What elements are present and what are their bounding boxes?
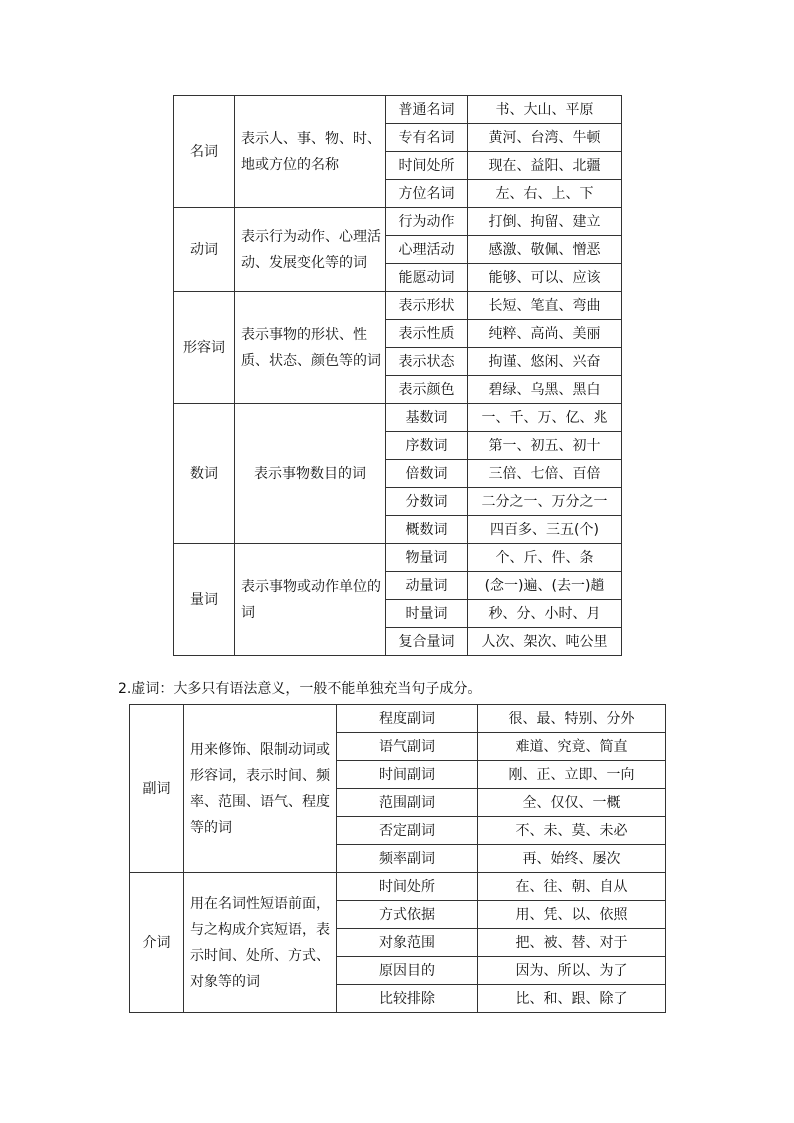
type-cell: 心理活动	[386, 236, 468, 264]
type-cell: 对象范围	[337, 929, 478, 957]
examples-cell: 不、未、莫、未必	[478, 817, 666, 845]
table-row	[174, 208, 622, 236]
examples-cell: 能够、可以、应该	[468, 264, 622, 292]
examples-cell: 黄河、台湾、牛顿	[468, 124, 622, 152]
examples-cell: 左、右、上、下	[468, 180, 622, 208]
category-cell: 数词	[174, 404, 235, 544]
examples-cell: 因为、所以、为了	[478, 957, 666, 985]
type-cell: 语气副词	[337, 733, 478, 761]
examples-cell: 碧绿、乌黑、黑白	[468, 376, 622, 404]
table-row	[174, 544, 622, 572]
examples-cell: 纯粹、高尚、美丽	[468, 320, 622, 348]
table-row	[174, 96, 622, 124]
function-words-table	[129, 704, 666, 1013]
description-cell: 用来修饰、限制动词或形容词，表示时间、频率、范围、语气、程度等的词	[184, 705, 337, 873]
type-cell: 能愿动词	[386, 264, 468, 292]
examples-cell: 比、和、跟、除了	[478, 985, 666, 1013]
examples-cell: 秒、分、小时、月	[468, 600, 622, 628]
type-cell: 表示形状	[386, 292, 468, 320]
type-cell: 表示性质	[386, 320, 468, 348]
type-cell: 时间处所	[337, 873, 478, 901]
description-cell: 用在名词性短语前面，与之构成介宾短语，表示时间、处所、方式、对象等的词	[184, 873, 337, 1013]
examples-cell: 很、最、特别、分外	[478, 705, 666, 733]
examples-cell: 用、凭、以、依照	[478, 901, 666, 929]
type-cell: 分数词	[386, 488, 468, 516]
category-cell: 形容词	[174, 292, 235, 404]
category-cell: 介词	[130, 873, 184, 1013]
type-cell: 专有名词	[386, 124, 468, 152]
description-cell: 表示行为动作、心理活动、发展变化等的词	[235, 208, 386, 292]
category-cell: 动词	[174, 208, 235, 292]
type-cell: 否定副词	[337, 817, 478, 845]
examples-cell: 拘谨、悠闲、兴奋	[468, 348, 622, 376]
type-cell: 行为动作	[386, 208, 468, 236]
type-cell: 普通名词	[386, 96, 468, 124]
examples-cell: 把、被、替、对于	[478, 929, 666, 957]
type-cell: 方位名词	[386, 180, 468, 208]
type-cell: 原因目的	[337, 957, 478, 985]
type-cell: 动量词	[386, 572, 468, 600]
examples-cell: 四百多、三五(个)	[468, 516, 622, 544]
type-cell: 程度副词	[337, 705, 478, 733]
type-cell: 概数词	[386, 516, 468, 544]
type-cell: 复合量词	[386, 628, 468, 656]
category-cell: 名词	[174, 96, 235, 208]
section-heading: 2.虚词：大多只有语法意义，一般不能单独充当句子成分。	[118, 681, 482, 697]
examples-cell: 三倍、七倍、百倍	[468, 460, 622, 488]
type-cell: 物量词	[386, 544, 468, 572]
examples-cell: 长短、笔直、弯曲	[468, 292, 622, 320]
type-cell: 时间副词	[337, 761, 478, 789]
examples-cell: 难道、究竟、简直	[478, 733, 666, 761]
type-cell: 表示状态	[386, 348, 468, 376]
type-cell: 序数词	[386, 432, 468, 460]
type-cell: 时量词	[386, 600, 468, 628]
examples-cell: (念一)遍、(去一)趟	[468, 572, 622, 600]
type-cell: 基数词	[386, 404, 468, 432]
examples-cell: 感激、敬佩、憎恶	[468, 236, 622, 264]
type-cell: 比较排除	[337, 985, 478, 1013]
examples-cell: 二分之一、万分之一	[468, 488, 622, 516]
content-words-table	[173, 95, 622, 656]
table-row	[174, 292, 622, 320]
category-cell: 量词	[174, 544, 235, 656]
examples-cell: 再、始终、屡次	[478, 845, 666, 873]
type-cell: 频率副词	[337, 845, 478, 873]
description-cell: 表示事物或动作单位的词	[235, 544, 386, 656]
description-cell: 表示事物数目的词	[235, 404, 386, 544]
type-cell: 方式依据	[337, 901, 478, 929]
examples-cell: 人次、架次、吨公里	[468, 628, 622, 656]
type-cell: 表示颜色	[386, 376, 468, 404]
examples-cell: 刚、正、立即、一向	[478, 761, 666, 789]
type-cell: 范围副词	[337, 789, 478, 817]
table-row	[130, 705, 666, 733]
examples-cell: 第一、初五、初十	[468, 432, 622, 460]
description-cell: 表示人、事、物、时、地或方位的名称	[235, 96, 386, 208]
examples-cell: 一、千、万、亿、兆	[468, 404, 622, 432]
table-row	[130, 873, 666, 901]
type-cell: 倍数词	[386, 460, 468, 488]
examples-cell: 打倒、拘留、建立	[468, 208, 622, 236]
examples-cell: 个、斤、件、条	[468, 544, 622, 572]
table-row	[174, 404, 622, 432]
type-cell: 时间处所	[386, 152, 468, 180]
examples-cell: 现在、益阳、北疆	[468, 152, 622, 180]
examples-cell: 书、大山、平原	[468, 96, 622, 124]
description-cell: 表示事物的形状、性质、状态、颜色等的词	[235, 292, 386, 404]
examples-cell: 在、往、朝、自从	[478, 873, 666, 901]
category-cell: 副词	[130, 705, 184, 873]
examples-cell: 全、仅仅、一概	[478, 789, 666, 817]
